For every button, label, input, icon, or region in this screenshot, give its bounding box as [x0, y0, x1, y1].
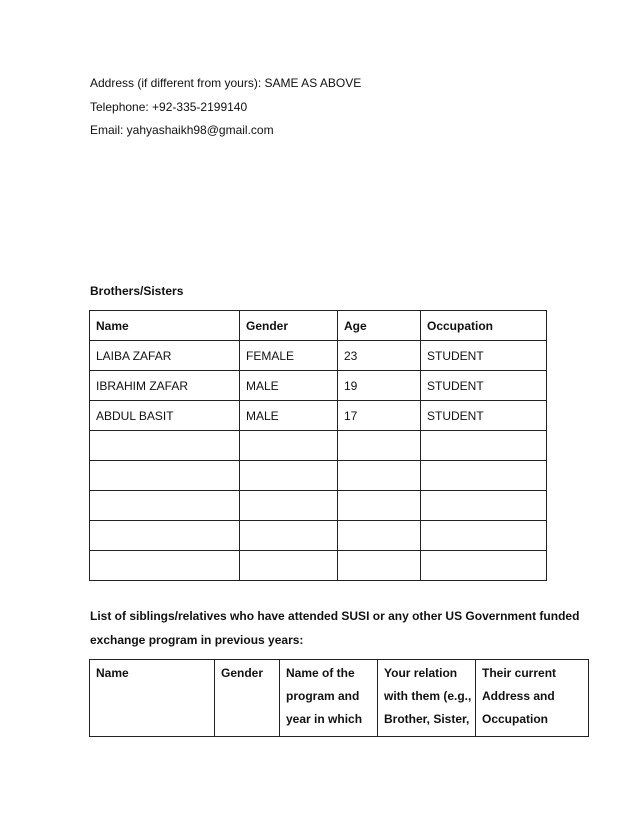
table-row	[90, 401, 547, 431]
cell-age: 17	[338, 401, 421, 431]
table-row	[90, 491, 547, 521]
cell-gender	[240, 551, 338, 581]
siblings-heading: Brothers/Sisters	[90, 284, 184, 298]
email-line: Email: yahyashaikh98@gmail.com	[90, 123, 274, 137]
cell-name	[90, 431, 240, 461]
table-row	[90, 521, 547, 551]
siblings-table	[89, 310, 547, 581]
cell-age	[338, 461, 421, 491]
column-header-gender: Gender	[215, 660, 280, 737]
cell-occupation	[421, 521, 547, 551]
relatives-heading-line2: exchange program in previous years:	[90, 633, 304, 647]
table-row	[90, 461, 547, 491]
relatives-table	[89, 659, 589, 737]
cell-occupation: STUDENT	[421, 401, 547, 431]
cell-age	[338, 491, 421, 521]
cell-gender	[240, 521, 338, 551]
cell-name: LAIBA ZAFAR	[90, 341, 240, 371]
cell-name: IBRAHIM ZAFAR	[90, 371, 240, 401]
cell-name	[90, 461, 240, 491]
address-line: Address (if different from yours): SAME AS ABOVE	[90, 76, 362, 90]
column-header-relation: Your relation with them (e.g., Brother, Sister,	[378, 660, 476, 737]
cell-gender	[240, 431, 338, 461]
table-row	[90, 341, 547, 371]
column-header-occupation: Occupation	[421, 311, 547, 341]
cell-gender: MALE	[240, 401, 338, 431]
cell-name	[90, 491, 240, 521]
cell-occupation	[421, 491, 547, 521]
column-header-gender: Gender	[240, 311, 338, 341]
cell-gender: FEMALE	[240, 341, 338, 371]
cell-age: 19	[338, 371, 421, 401]
cell-name: ABDUL BASIT	[90, 401, 240, 431]
cell-occupation: STUDENT	[421, 341, 547, 371]
cell-gender: MALE	[240, 371, 338, 401]
cell-occupation	[421, 461, 547, 491]
cell-age	[338, 431, 421, 461]
cell-occupation: STUDENT	[421, 371, 547, 401]
cell-age: 23	[338, 341, 421, 371]
table-header-row	[90, 660, 589, 737]
cell-occupation	[421, 551, 547, 581]
column-header-age: Age	[338, 311, 421, 341]
column-header-name: Name	[90, 311, 240, 341]
table-row	[90, 431, 547, 461]
relatives-heading-line1: List of siblings/relatives who have attended SUSI or any other US Government funded	[90, 609, 580, 623]
cell-gender	[240, 491, 338, 521]
telephone-line: Telephone: +92-335-2199140	[90, 100, 248, 114]
cell-gender	[240, 461, 338, 491]
table-row	[90, 551, 547, 581]
cell-age	[338, 521, 421, 551]
table-row	[90, 371, 547, 401]
cell-age	[338, 551, 421, 581]
cell-name	[90, 551, 240, 581]
column-header-name: Name	[90, 660, 215, 737]
table-header-row	[90, 311, 547, 341]
column-header-address-occupation: Their current Address and Occupation	[476, 660, 589, 737]
cell-occupation	[421, 431, 547, 461]
column-header-program: Name of the program and year in which	[280, 660, 378, 737]
cell-name	[90, 521, 240, 551]
